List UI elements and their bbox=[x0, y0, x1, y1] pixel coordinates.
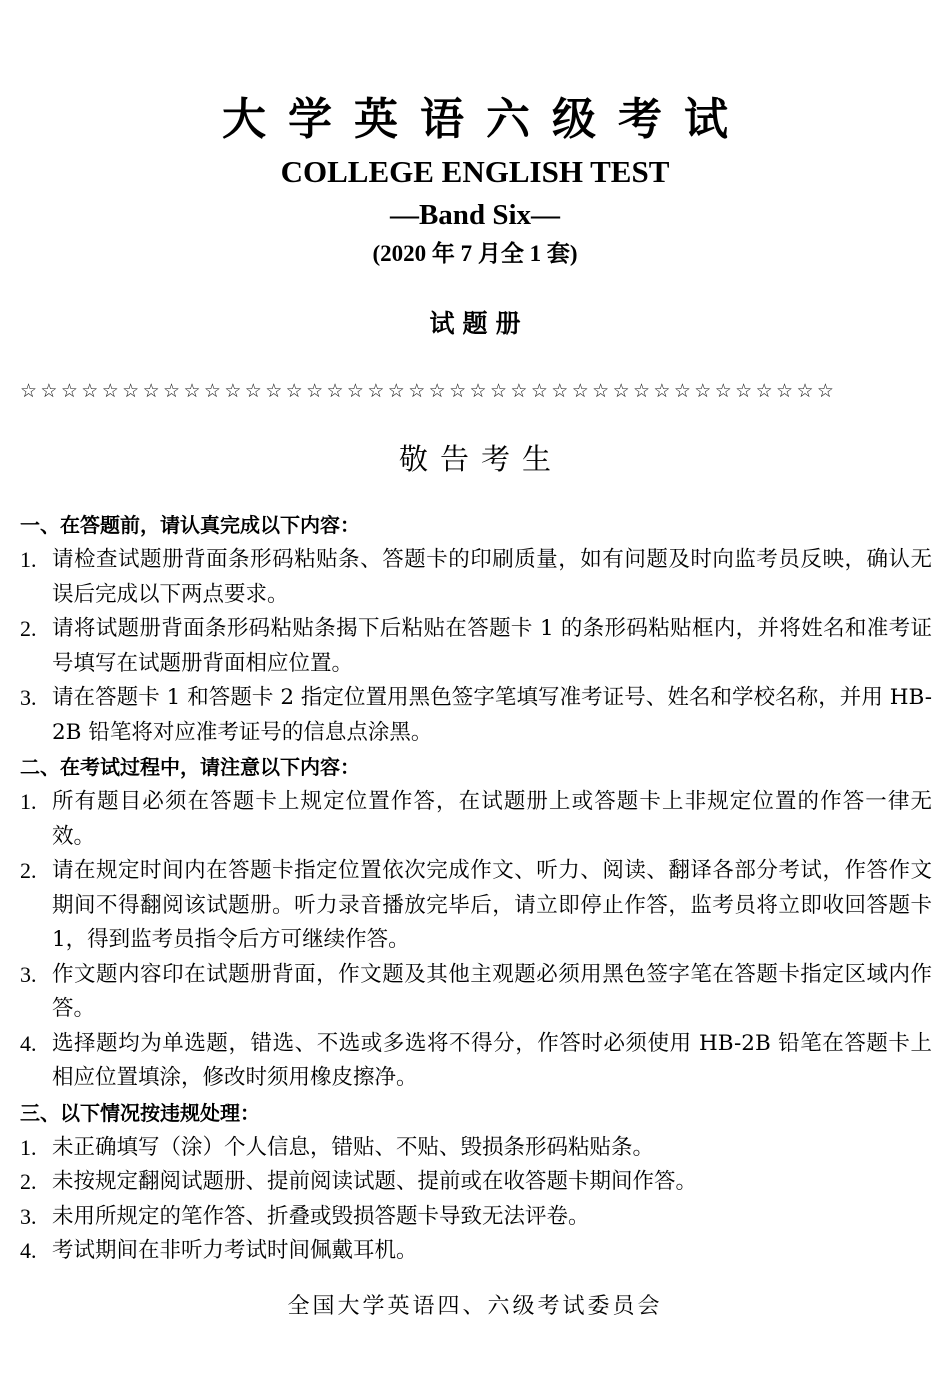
item-number: 4. bbox=[20, 1030, 37, 1056]
item-text: 所有题目必须在答题卡上规定位置作答，在试题册上或答题卡上非规定位置的作答一律无效。 bbox=[52, 789, 932, 849]
item-number: 3. bbox=[20, 961, 37, 987]
item-number: 2. bbox=[20, 1169, 37, 1194]
item-text: 未按规定翻阅试题册、提前阅读试题、提前或在收答题卡期间作答。 bbox=[52, 1169, 698, 1194]
item-text: 作文题内容印在试题册背面，作文题及其他主观题必须用黑色签字笔在答题卡指定区域内作答。 bbox=[52, 961, 932, 1021]
exam-date-label: (2020 年 7 月全 1 套) bbox=[372, 241, 578, 266]
band-label: —Band Six— bbox=[389, 199, 561, 231]
item-text: 请在规定时间内在答题卡指定位置依次完成作文、听力、阅读、翻译各部分考试，作答作文期间不得翻阅该试题册。听力录音播放完毕后，请立即停止作答，监考员将立即收回答题卡 1，得到监考员指令后方可继续作答。 bbox=[52, 858, 932, 952]
list-item bbox=[20, 612, 932, 681]
list-item bbox=[20, 1131, 932, 1166]
instructions bbox=[20, 508, 932, 1269]
item-number: 2. bbox=[20, 616, 37, 641]
notice-title: 敬告考生 bbox=[398, 442, 563, 476]
item-number: 1. bbox=[20, 547, 37, 572]
item-number: 1. bbox=[20, 1134, 37, 1160]
item-number: 3. bbox=[20, 685, 37, 710]
booklet-label: 试题册 bbox=[429, 309, 529, 338]
section-heading-violations: 三、以下情况按违规处理： bbox=[20, 1100, 260, 1125]
list-item bbox=[20, 681, 932, 750]
item-text: 请在答题卡 1 和答题卡 2 指定位置用黑色签字笔填写准考证号、姓名和学校名称，并用 HB-2B 铅笔将对应准考证号的信息点涂黑。 bbox=[52, 685, 932, 745]
exam-title-chinese: 大学英语六级考试 bbox=[222, 94, 750, 145]
list-item bbox=[20, 854, 932, 958]
section-heading-before-exam: 一、在答题前，请认真完成以下内容： bbox=[20, 513, 360, 537]
item-number: 4. bbox=[20, 1238, 37, 1263]
item-text: 选择题均为单选题，错选、不选或多选将不得分，作答时必须使用 HB-2B 铅笔在答题卡上相应位置填涂，修改时须用橡皮擦净。 bbox=[52, 1030, 932, 1090]
list-item bbox=[20, 958, 932, 1027]
exam-title-english: COLLEGE ENGLISH TEST bbox=[280, 154, 670, 189]
item-text: 请检查试题册背面条形码粘贴条、答题卡的印刷质量，如有问题及时向监考员反映，确认无误后完成以下两点要求。 bbox=[52, 547, 932, 607]
list-item bbox=[20, 1165, 932, 1200]
item-text: 未正确填写（涂）个人信息，错贴、不贴、毁损条形码粘贴条。 bbox=[52, 1134, 655, 1160]
list-item bbox=[20, 1234, 932, 1269]
list-item bbox=[20, 785, 932, 854]
item-number: 1. bbox=[20, 789, 37, 814]
item-number: 2. bbox=[20, 858, 37, 883]
list-item bbox=[20, 543, 932, 612]
item-text: 未用所规定的笔作答、折叠或毁损答题卡导致无法评卷。 bbox=[52, 1203, 590, 1229]
section-heading-during-exam: 二、在考试过程中，请注意以下内容： bbox=[20, 755, 360, 779]
star-divider: ☆☆☆☆☆☆☆☆☆☆☆☆☆☆☆☆☆☆☆☆☆☆☆☆☆☆☆☆☆☆☆☆☆☆☆☆☆☆☆☆ bbox=[20, 380, 838, 402]
item-number: 3. bbox=[20, 1203, 37, 1229]
list-item bbox=[20, 1027, 932, 1096]
item-text: 请将试题册背面条形码粘贴条揭下后粘贴在答题卡 1 的条形码粘贴框内，并将姓名和准考证号填写在试题册背面相应位置。 bbox=[52, 616, 932, 676]
list-item bbox=[20, 1200, 932, 1235]
item-text: 考试期间在非听力考试时间佩戴耳机。 bbox=[52, 1238, 418, 1263]
issuer-footer: 全国大学英语四、六级考试委员会 bbox=[287, 1294, 663, 1319]
